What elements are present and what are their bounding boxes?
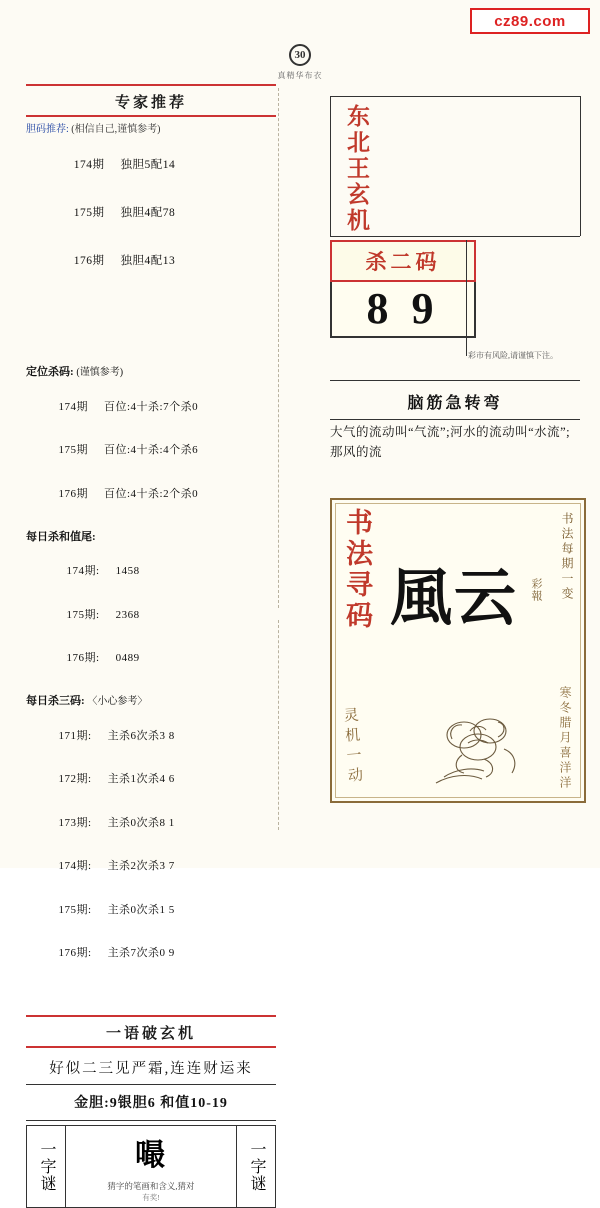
- row-period: 172期:: [58, 773, 92, 785]
- expert-rows: [40, 141, 276, 285]
- table-row: [34, 550, 276, 594]
- kill-position-note: (谨慎参考): [76, 367, 124, 378]
- row-text: 百位:4十杀:2个杀0: [104, 487, 199, 500]
- header-emblem-block: [0, 44, 600, 81]
- daily-three-label-text: 每日杀三码:: [26, 695, 85, 707]
- phrase-text: 好似二三见严霜,连连财运来: [49, 1061, 253, 1077]
- riddle-left-label-text: 一字谜: [38, 1141, 55, 1192]
- daily-three-label: [26, 692, 276, 708]
- row-period: 175期: [73, 207, 105, 219]
- table-row: [40, 189, 276, 237]
- riddle-character: 嘬: [135, 1139, 167, 1172]
- flower-illustration: [424, 691, 534, 791]
- table-row: [26, 932, 276, 976]
- kill-position-rows: [26, 385, 276, 516]
- expert-sub-label: 胆码推荐:: [26, 124, 69, 135]
- gold-silver-line: 金胆:9银胆6 和值10-19: [74, 1096, 228, 1111]
- row-period: 176期:: [66, 652, 100, 664]
- divider: [26, 1015, 276, 1017]
- phrase-section: [26, 1015, 276, 1116]
- daily-three-section: [26, 692, 276, 975]
- row-text: 0489: [115, 652, 140, 664]
- riddle-right-label: [236, 1125, 276, 1208]
- row-text: 2368: [115, 608, 140, 621]
- divider: [26, 1046, 276, 1048]
- divider: [466, 240, 467, 356]
- expert-section: [26, 84, 276, 285]
- emblem-icon: 30: [289, 44, 311, 66]
- divider: [330, 236, 580, 237]
- table-row: [26, 429, 276, 473]
- site-logo-text: cz89.com: [494, 12, 566, 30]
- table-row: [40, 141, 276, 189]
- daily-three-note: 〈小心参考〉: [87, 696, 148, 707]
- table-row: [34, 593, 276, 637]
- divider: [330, 419, 580, 420]
- row-period: 176期: [58, 487, 88, 500]
- row-period: 174期: [58, 400, 88, 413]
- phrase-title: 一语破玄机: [105, 1026, 196, 1042]
- row-text: 主杀0次杀8 1: [107, 816, 175, 829]
- row-period: 175期: [58, 444, 88, 456]
- kill-position-label: [26, 363, 276, 379]
- divider: [26, 1084, 276, 1085]
- left-column: [26, 84, 276, 1208]
- row-text: 1458: [115, 565, 140, 577]
- brain-teaser-block: [330, 390, 580, 462]
- riddle-center: [66, 1125, 236, 1208]
- riddle-left-label: [26, 1125, 66, 1208]
- row-text: 独胆4配78: [120, 207, 176, 219]
- riddle-right-label-text: 一字谜: [248, 1141, 265, 1192]
- kill-two-codes-title: 杀二码: [330, 240, 476, 282]
- kill-two-codes-block: [330, 240, 476, 338]
- daily-three-rows: [26, 714, 276, 975]
- table-row: [26, 845, 276, 889]
- row-text: 主杀2次杀3 7: [107, 860, 175, 872]
- brain-teaser-title: 脑筋急转弯: [407, 395, 503, 412]
- row-text: 百位:4十杀:7个杀0: [104, 400, 199, 413]
- daily-kill-section: [26, 528, 276, 681]
- expert-title: 专家推荐: [114, 95, 187, 111]
- row-period: 174期:: [58, 860, 92, 872]
- calligraphy-block: [330, 498, 586, 803]
- table-row: [26, 801, 276, 845]
- table-row: [26, 888, 276, 932]
- risk-note: 彩市有风险,请谨慎下注。: [468, 351, 558, 360]
- calligraphy-big-character: 風云: [390, 565, 519, 633]
- row-period: 171期:: [58, 729, 92, 742]
- kill-two-codes-numbers: 8 9: [330, 282, 476, 338]
- kill-position-section: [26, 363, 276, 516]
- row-text: 主杀0次杀1 5: [107, 903, 175, 916]
- table-row: [26, 385, 276, 429]
- riddle-section: [26, 1120, 276, 1208]
- row-period: 176期: [73, 255, 105, 267]
- calligraphy-seal: 彩報: [530, 578, 542, 602]
- table-row: [26, 472, 276, 516]
- table-row: [26, 758, 276, 802]
- column-divider: [278, 88, 279, 608]
- brain-teaser-body: 大气的流动叫“气流”;河水的流动叫“水流”;那风的流: [330, 425, 571, 459]
- table-row: [26, 714, 276, 758]
- row-period: 176期:: [58, 947, 92, 959]
- row-text: 主杀7次杀0 9: [107, 947, 175, 959]
- row-text: 主杀1次杀4 6: [107, 773, 175, 785]
- riddle-hint-secondary: 有奖!: [142, 1193, 160, 1202]
- row-period: 174期:: [66, 565, 100, 577]
- row-period: 175期:: [58, 903, 92, 916]
- divider: [26, 84, 276, 86]
- divider: [26, 115, 276, 117]
- riddle-hint: 猜字的笔画和含义,猜对: [107, 1181, 195, 1191]
- calligraphy-bottom-right-text: 寒冬腊月喜洋洋: [558, 686, 572, 791]
- row-text: 主杀6次杀3 8: [107, 729, 175, 742]
- kill-position-label-text: 定位杀码:: [26, 366, 74, 378]
- table-row: [34, 637, 276, 681]
- calligraphy-bottom-left-text: 灵机一动: [341, 706, 363, 788]
- divider: [330, 96, 580, 97]
- emblem-caption: 真精华布衣: [277, 71, 323, 80]
- expert-subline: [26, 120, 276, 135]
- divider: [330, 96, 331, 236]
- site-logo: [470, 8, 590, 34]
- row-text: 独胆5配14: [120, 159, 176, 171]
- table-row: [40, 237, 276, 285]
- row-text: 百位:4十杀:4个杀6: [104, 444, 199, 456]
- divider: [580, 96, 581, 236]
- calligraphy-left-title: 书法寻码: [342, 508, 372, 632]
- row-period: 175期:: [66, 608, 100, 621]
- row-period: 173期:: [58, 816, 92, 829]
- northeast-title: 东北王玄机: [344, 104, 369, 234]
- expert-sub-note: (相信自己,谨慎参考): [71, 124, 161, 135]
- daily-kill-label: 每日杀和值尾:: [26, 530, 96, 543]
- column-divider-lower: [278, 620, 279, 830]
- row-text: 独胆4配13: [120, 255, 176, 267]
- calligraphy-right-note: 书法每期一变: [560, 512, 574, 602]
- divider: [330, 380, 580, 381]
- daily-kill-rows: [34, 550, 276, 681]
- row-period: 174期: [73, 159, 105, 171]
